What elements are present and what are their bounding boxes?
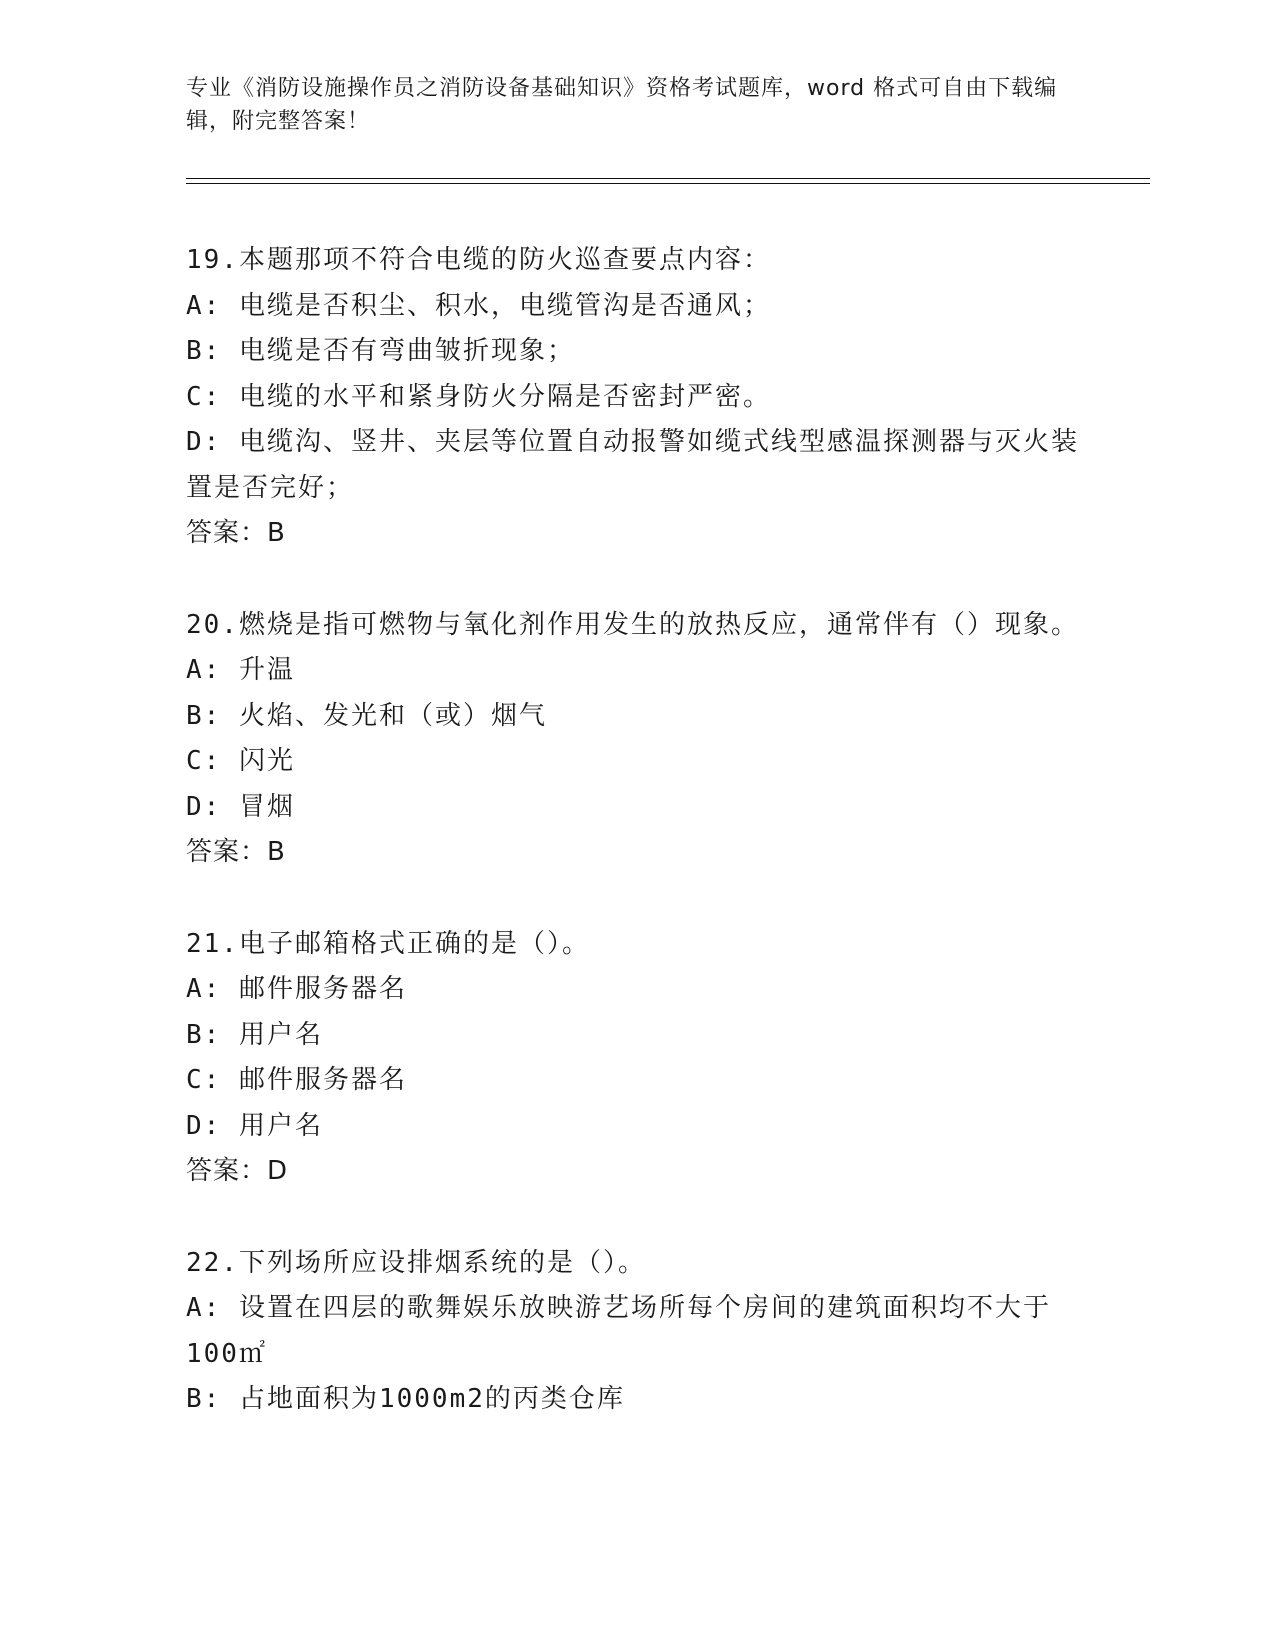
option-text: 电缆的水平和紧身防火分隔是否密封严密。	[238, 381, 771, 412]
option-a	[186, 1286, 1086, 1377]
answer-label: 答案：D	[186, 1156, 289, 1186]
question-number: 21.	[186, 928, 239, 959]
option-text: 闪光	[238, 746, 295, 776]
option-letter: A:	[186, 655, 222, 685]
option-text: 设置在四层的歌舞娱乐放映游艺场所每个房间的建筑面积均不大于100㎡	[186, 1293, 1051, 1369]
question-stem	[186, 1241, 1086, 1287]
option-text: 电缆沟、竖井、夹层等位置自动报警如缆式线型感温探测器与灭火装置是否完好；	[186, 427, 1079, 503]
question-list	[186, 238, 1086, 1469]
question-21	[186, 922, 1086, 1195]
option-c	[186, 739, 1086, 785]
document-header	[186, 72, 1066, 138]
option-a	[186, 648, 1086, 694]
option-letter: D:	[186, 427, 222, 457]
option-letter: C:	[186, 1065, 222, 1095]
header-divider-top	[186, 178, 1150, 179]
question-stem	[186, 238, 1086, 284]
option-letter: B:	[186, 1384, 222, 1414]
option-b	[186, 694, 1086, 740]
option-b	[186, 1013, 1086, 1059]
option-b	[186, 329, 1086, 375]
option-d	[186, 1104, 1086, 1150]
option-letter: C:	[186, 381, 222, 412]
question-text: 燃烧是指可燃物与氧化剂作用发生的放热反应，通常伴有（）现象。	[238, 609, 1079, 640]
option-d	[186, 785, 1086, 831]
option-letter: D:	[186, 791, 222, 822]
question-number: 20.	[186, 609, 239, 640]
option-text: 邮件服务器名	[238, 974, 407, 1004]
option-text: 升温	[238, 655, 295, 685]
option-a	[186, 967, 1086, 1013]
option-letter: B:	[186, 1019, 222, 1050]
question-19	[186, 238, 1086, 557]
option-text: 火焰、发光和（或）烟气	[238, 700, 547, 731]
option-a	[186, 284, 1086, 330]
question-20	[186, 603, 1086, 876]
option-text: 用户名	[238, 1019, 323, 1050]
option-letter: A:	[186, 974, 222, 1004]
question-text: 电子邮箱格式正确的是（）。	[238, 928, 590, 959]
question-text: 本题那项不符合电缆的防火巡查要点内容：	[238, 245, 771, 275]
option-letter: B:	[186, 700, 222, 731]
option-letter: B:	[186, 336, 222, 366]
option-letter: A:	[186, 290, 222, 321]
option-c	[186, 375, 1086, 421]
answer-label: 答案：B	[186, 837, 286, 867]
answer-label: 答案：B	[186, 518, 286, 548]
question-number: 22.	[186, 1247, 239, 1278]
header-divider-bottom	[186, 183, 1150, 184]
option-d	[186, 420, 1086, 511]
question-22	[186, 1241, 1086, 1423]
question-stem	[186, 603, 1086, 649]
question-number: 19.	[186, 245, 239, 275]
option-text: 用户名	[238, 1110, 323, 1141]
option-text: 电缆是否有弯曲皱折现象；	[238, 336, 575, 366]
question-stem	[186, 922, 1086, 968]
option-c	[186, 1058, 1086, 1104]
question-text: 下列场所应设排烟系统的是（）。	[238, 1247, 646, 1278]
option-letter: D:	[186, 1110, 222, 1141]
option-text: 电缆是否积尘、积水，电缆管沟是否通风；	[238, 290, 771, 321]
option-text: 占地面积为1000m2的丙类仓库	[238, 1384, 625, 1414]
option-letter: A:	[186, 1293, 222, 1323]
option-b	[186, 1377, 1086, 1423]
option-text: 冒烟	[238, 791, 295, 822]
option-letter: C:	[186, 746, 222, 776]
header-description: 专业《消防设施操作员之消防设备基础知识》资格考试题库，word 格式可自由下载编辑，附完整答案！	[186, 76, 1058, 134]
option-text: 邮件服务器名	[238, 1065, 407, 1095]
